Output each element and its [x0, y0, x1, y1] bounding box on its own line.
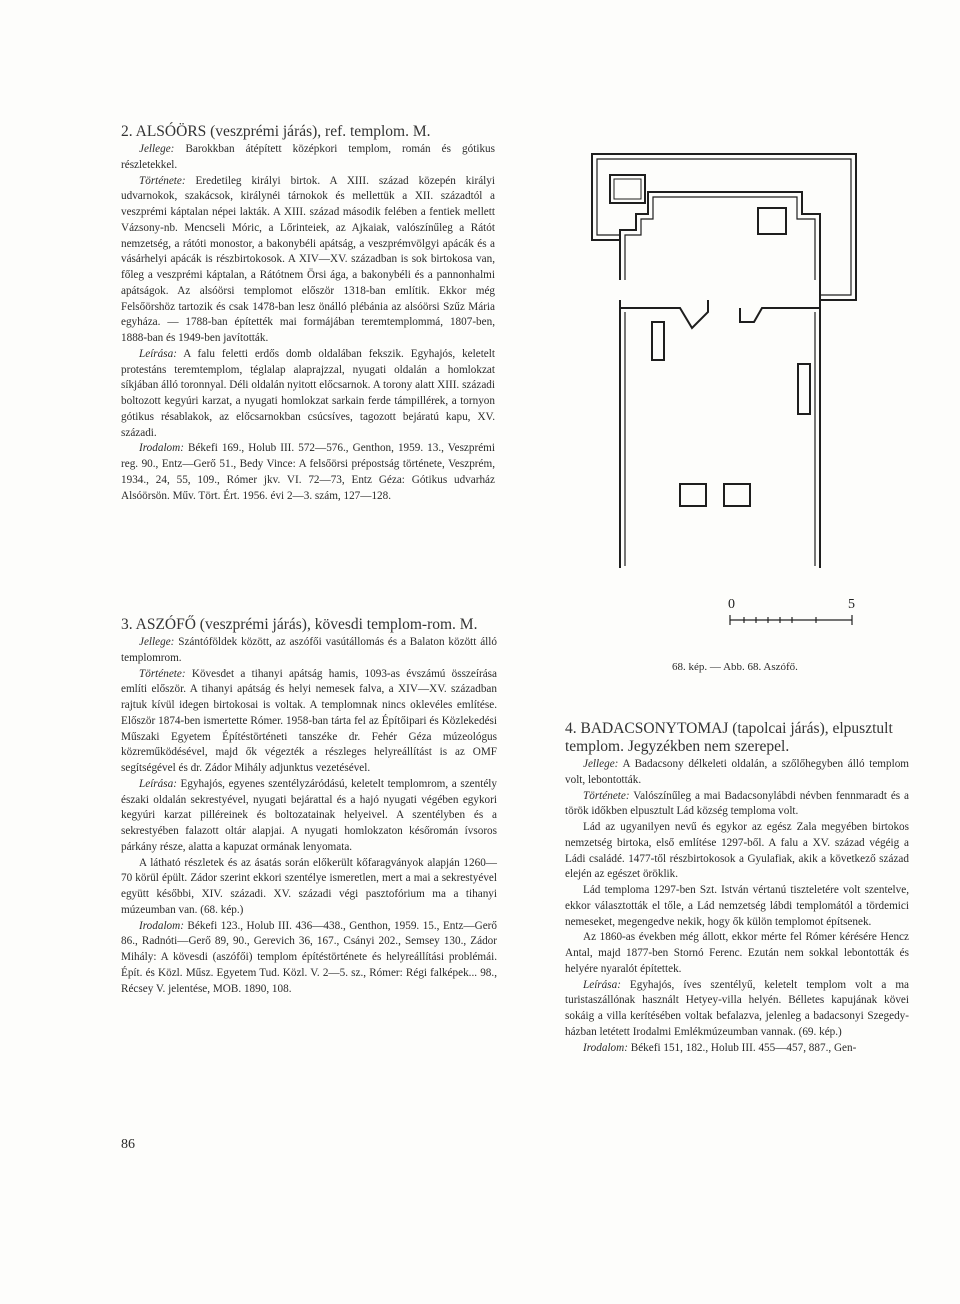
paragraph-irodalom: [121, 441, 495, 504]
gallery-pier: [724, 484, 750, 506]
paragraph-tortenete: [121, 667, 497, 777]
field-label: Története:: [139, 174, 186, 187]
field-text: Békefi 151, 182., Holub III. 455—457, 887., Gen-: [627, 1041, 857, 1054]
field-text: Valószínűleg a mai Badacsonylábdi névben fennmaradt és a török időkben elpusztult Lád község temploma volt.: [565, 789, 909, 818]
arch-pier-right: [740, 300, 820, 322]
paragraph-jellege: [121, 142, 495, 174]
paragraph-lad-temploma: Lád temploma 1297-ben Szt. István vértanú tiszteletére volt szentelve, ekkor választották el tőle, a Lád nemzetség lábdi templomától a tördemici nemeseket, megengedve nekik, hogy ők külön templomot építsenek.: [565, 884, 909, 928]
paragraph-irodalom: [121, 919, 497, 998]
field-text: Békefi 123., Holub III. 436—438., Genthon, 1959. 15., Entz—Gerő 86., Radnóti—Gerő 89, 90., Gerevich 36, 167., Csányi 202., Semsey 130., Zádor Mihály: A kövesdi (aszófői) templom építéstörténete és helyreállítási problémái. Épít. és Közl. Műsz. Egyetem Tud. Közl. V. 2—5. sz., Rómer: Régi falképek... 98., Récsey V. jelentése, MOB. 1890, 108.: [121, 919, 497, 995]
field-text: Barokkban átépített középkori templom, román és gótikus részletekkel.: [121, 143, 495, 171]
field-text: A falu feletti erdős domb oldalában fekszik. Egyhajós, keletelt protestáns teremtemplom, téglalap alaprajzzal, nyugati oldalán a homlokzat síkjában álló toronnyal. Déli oldalán nyitott előcsarnok. A torony alatt XIII. századi boltozott kegyúri karzat, a nyugati homlokzat sarkain ferde támpillérek, a tornyon gótikus résablakok, az előcsarnokban csúcsíves, tagozott bejáratú kapu, XV. századi.: [121, 347, 495, 439]
field-label: Jellege:: [139, 636, 175, 648]
scale-label-end: 5: [848, 597, 855, 612]
scale-label-start: 0: [728, 597, 735, 612]
field-label: Jellege:: [583, 758, 619, 770]
entry-heading: 4. BADACSONYTOMAJ (tapolcai járás), elpusztult templom. Jegyzékben nem szerepel.: [565, 720, 893, 755]
paragraph-tortenete: [565, 789, 909, 821]
chancel-wall: [620, 192, 820, 300]
field-text: Kövesdet a tihanyi apátság hamis, 1093-as évszámú összeírása említi először. A tihanyi apátság és helyi nemesek falva, a XIV—XV. században rajtuk kívül idegen birtokosai is voltak. A templomnak nincs oklevéles említése. Először 1874-ben ismertette Rómer. 1958-ban tárta fel az Építőipari és Közlekedési Műszaki Egyetem Építéstörténeti tanszéke dr. Fehér Géza múzeológus közreműködésével, majd ők végezték a részleges helyreállítást is az OMF segítségével és dr. Zádor Mihály adjunktus vezetésével.: [121, 667, 497, 774]
paragraph-jellege: [121, 635, 497, 667]
field-label: Irodalom:: [139, 442, 184, 455]
paragraph-lad: Lád az ugyanilyen nevű és egykor az egész Zala megyében birtokos nemzetség birtoka, első említése 1297-ből. A falu a XV. század végéig a Ládi családé. 1477-től részbirtokosok a Gyulafiak, akik a következő század elején az egészet öröklik.: [565, 821, 909, 881]
field-label: Leírása:: [139, 347, 177, 360]
paragraph-leirasa: [121, 347, 495, 442]
paragraph-leirasa: [565, 978, 909, 1041]
figure-caption: 68. kép. — Abb. 68. Aszófő.: [672, 661, 798, 673]
field-label: Leírása:: [139, 777, 177, 790]
field-label: Története:: [139, 667, 186, 680]
field-text: Eredetileg királyi birtok. A XIII. század közepén királyi udvarnokok, szakácsok, királynéi tárnokok és mellettük a XII. századtól a veszprémi káptalan népei lakták. A XIII. század második felében a fentiek mellett Vázsony-nb. Mencseli Móric, a Lőrinteiek, az Ajkaiak, valószínűleg a Rátót nemzetség, a rátóti monostor, a bakonybéli apátság, a veszprémvölgyi apácák és a vásárhelyi apácák is részbirtokosok. A XIV—XV. században is sok birtokosa van, főleg a veszprémi káptalan, a Rátótnem Örsi ága, a bakonybéli és a pannonhalmi apátságok. Az alsóörsi templomot először 1318-ban említik. Ekkor még Felsőörshöz tartozik és csak 1478-ban lesz önálló plébánia az alsóörsi Szűz Mária egyháza. — 1788-ban építették mai formájában teremtemplommá, 1807-ben, 1888-ban és 1949-ben javították.: [121, 174, 495, 344]
scale-bar: [720, 594, 860, 630]
field-text: Szántóföldek között, az aszófői vasútállomás és a Balaton között álló templomrom.: [121, 636, 497, 664]
paragraph-romer: Az 1860-as években még állott, ekkor mérte fel Rómer kérésére Hencz Antal, majd 1877-ben Stornó Ferenc. Ezután nem sokkal lebontották és helyére nyaralót építettek.: [565, 931, 909, 975]
field-label: Irodalom:: [139, 919, 184, 932]
floor-plan-figure: [588, 150, 860, 570]
field-label: Irodalom:: [583, 1041, 628, 1054]
nave-feature: [652, 322, 664, 360]
gallery-pier: [680, 484, 706, 506]
entry-heading: 2. ALSÓÖRS (veszprémi járás), ref. templom. M.: [121, 123, 431, 140]
paragraph-irodalom: [565, 1041, 909, 1057]
paragraph-leirasa: [121, 777, 497, 856]
field-text: A Badacsony délkeleti oldalán, a szőlőhegyben álló templom volt, lebontották.: [565, 758, 909, 786]
field-label: Története:: [583, 789, 630, 802]
entry-alsoors: [121, 123, 495, 504]
field-text: Békefi 169., Holub III. 572—576., Genthon, 1959. 13., Veszprémi reg. 90., Entz—Gerő 51., Bedy Vince: A felsőörsi prépostság története, Veszprém, 1934., 24, 55, 109., Rómer jkv. VI. 72—73, Entz Géza: Gótikus udvarház Alsóörsön. Műv. Tört. Ért. 1956. évi 2—3. szám, 127—128.: [121, 442, 495, 502]
field-text: Egyhajós, íves szentélyű, keletelt templom volt a ma turistaszállónak használt Hetyey-villa helyén. Bélletes kapujának kövei sokáig a villa kerítésében voltak befalazva, jelenleg a badacsonyi Szegedy-házban letétett Irodalmi Emlékmúzeumban vannak. (69. kép.): [565, 978, 909, 1038]
field-text: Egyhajós, egyenes szentélyzáródású, keletelt templomrom, a szentély északi oldalán sekrestyével, nyugati bejárattal és a hajó nyugati végében egykori kegyúri karzat pilléreinek és boltozatainak helyeivel. A szentélyben és a sekrestyében falazott oltár alapjai. A nyugati homlokzaton későromán ívsoros párkány része, alatta a kapuzat ormának lenyomata.: [121, 777, 497, 853]
field-label: Leírása:: [583, 978, 621, 991]
entry-aszofo: [121, 616, 497, 997]
paragraph-datalas: A látható részletek és az ásatás során előkerült kőfaragványok alapján 1260—70 körül épült. Zádor szerint ekkori szentélye ismeretlen, mert a mai a sekrestyével együtt későbbi, XIV. századi. XV. századi végi pasztofórium ma a tihanyi múzeumban van. (68. kép.): [121, 856, 497, 916]
entry-badacsonytomaj: [565, 720, 909, 1056]
entry-heading: 3. ASZÓFŐ (veszprémi járás), kövesdi templom-rom. M.: [121, 616, 478, 633]
page-number: 86: [121, 1137, 135, 1152]
nave-feature: [798, 364, 810, 414]
paragraph-tortenete: [121, 174, 495, 347]
paragraph-jellege: [565, 757, 909, 789]
field-label: Jellege:: [139, 143, 175, 155]
altar: [758, 208, 786, 234]
